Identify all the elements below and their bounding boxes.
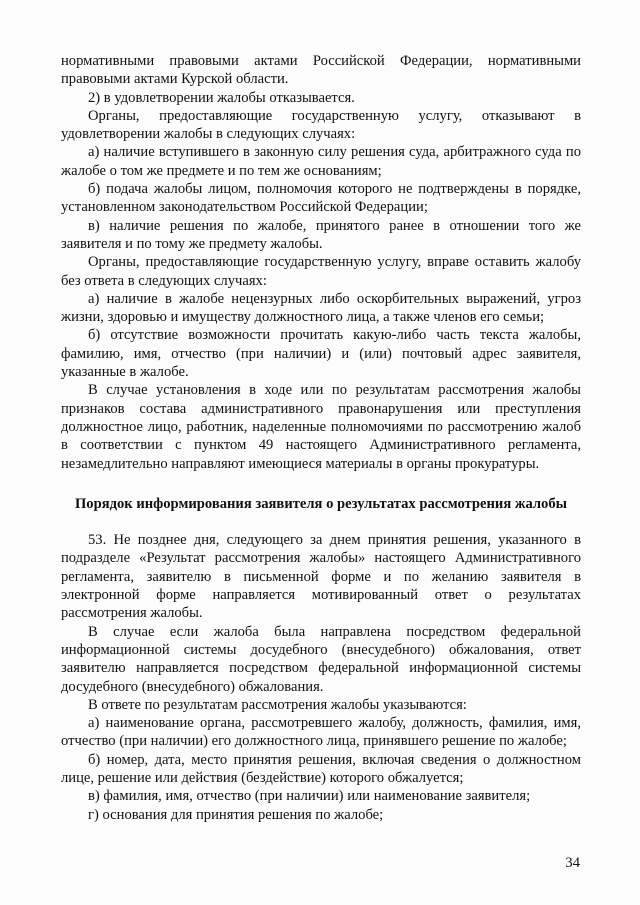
paragraph: В случае если жалоба была направлена посредством федеральной информационной системы досудебного (внесудебного) обжалования, ответ заявителю направляется посредством федеральной информационной системы досудебного (внесудебного) обжалования.: [61, 623, 581, 695]
list-item: б) номер, дата, место принятия решения, включая сведения о должностном лице, решение или действия (бездействие) которого обжалуется;: [61, 751, 581, 786]
paragraph-continuation: нормативными правовыми актами Российской Федерации, нормативными правовыми актами Курской области.: [61, 53, 581, 88]
section-heading: Порядок информирования заявителя о результатах рассмотрения жалобы: [74, 495, 568, 512]
paragraph: Органы, предоставляющие государственную услугу, вправе оставить жалобу без ответа в следующих случаях:: [61, 254, 581, 289]
paragraph: В случае установления в ходе или по результатам рассмотрения жалобы признаков состава административного правонарушения или преступления должностное лицо, работник, наделенные полномочиями по рассмотрению жалоб в соответствии с пунктом 49 настоящего Административного регламента, незамедлительно направляют имеющиеся материалы в органы прокуратуры.: [61, 382, 581, 472]
paragraph: В ответе по результатам рассмотрения жалобы указываются:: [88, 696, 467, 713]
list-item: а) наименование органа, рассмотревшего жалобу, должность, фамилия, имя, отчество (при наличии) его должностного лица, принявшего решение по жалобе;: [61, 715, 581, 750]
list-item: б) отсутствие возможности прочитать какую-либо часть текста жалобы, фамилию, имя, отчество (при наличии) и (или) почтовый адрес заявителя, указанные в жалобе.: [61, 327, 581, 381]
page-body: [61, 52, 581, 824]
list-item: а) наличие в жалобе нецензурных либо оскорбительных выражений, угроз жизни, здоровью и имуществу должностного лица, а также членов его семьи;: [61, 290, 581, 326]
page-number: 34: [565, 855, 580, 871]
paragraph: 53. Не позднее дня, следующего за днем принятия решения, указанного в подразделе «Результат рассмотрения жалобы» настоящего Административного регламента, заявителю в письменной форме и по желанию заявителя в электронной форме направляется мотивированный ответ о результатах рассмотрения жалобы.: [61, 532, 581, 622]
paragraph: Органы, предоставляющие государственную услугу, отказывают в удовлетворении жалобы в следующих случаях:: [61, 107, 581, 143]
list-item: б) подача жалобы лицом, полномочия которого не подтверждены в порядке, установленном законодательством Российской Федерации;: [61, 181, 581, 216]
list-item: а) наличие вступившего в законную силу решения суда, арбитражного суда по жалобе о том же предмете и по тем же основаниям;: [61, 144, 581, 179]
list-item: в) фамилия, имя, отчество (при наличии) или наименование заявителя;: [88, 788, 531, 805]
paragraph: 2) в удовлетворении жалобы отказывается.: [88, 89, 355, 106]
list-item: в) наличие решения по жалобе, принятого ранее в отношении того же заявителя и по тому же предмету жалобы.: [61, 217, 581, 252]
list-item: г) основания для принятия решения по жалобе;: [88, 806, 384, 823]
